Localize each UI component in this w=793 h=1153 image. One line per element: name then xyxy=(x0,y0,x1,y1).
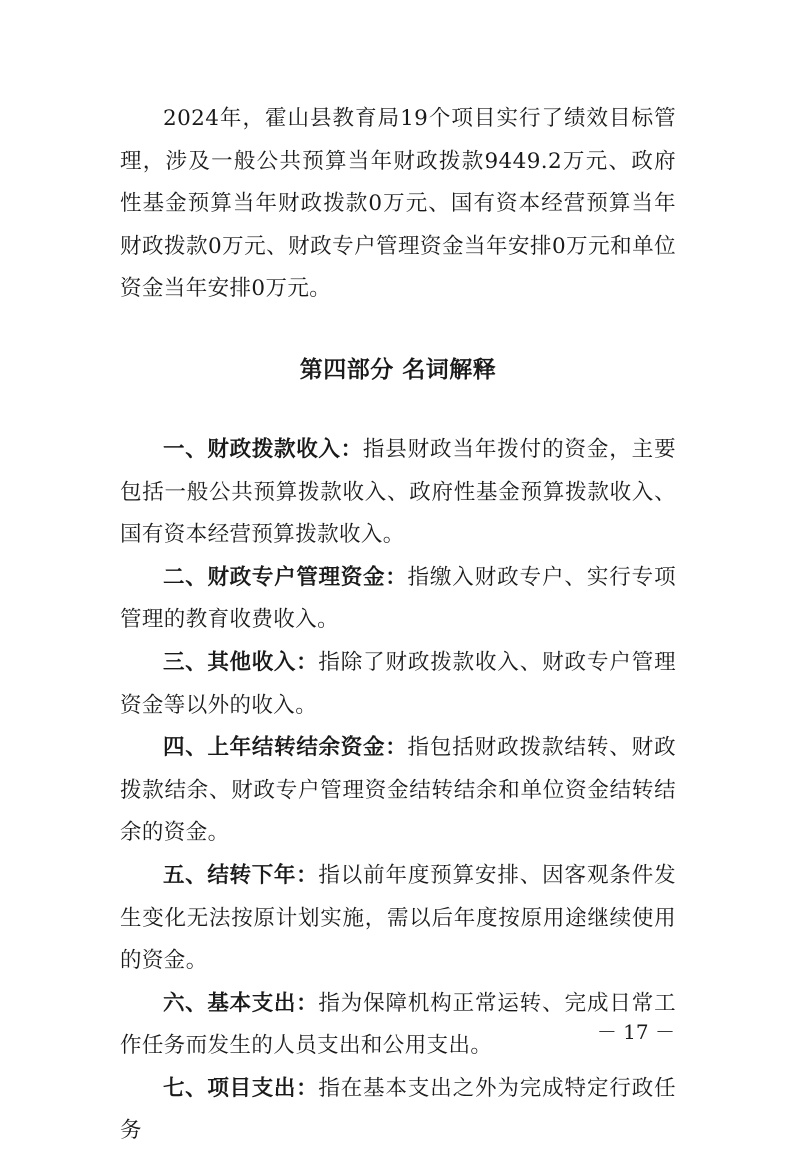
definition-text: 指缴入财政专户、实行专项管理的教育收费收入。 xyxy=(120,564,676,633)
definition-item xyxy=(120,727,676,855)
definition-term: 二、财政专户管理资金： xyxy=(163,564,408,590)
definition-item xyxy=(120,983,676,1068)
intro-paragraph: 2024年，霍山县教育局19个项目实行了绩效目标管理，涉及一般公共预算当年财政拨款9449.2万元、政府性基金预算当年财政拨款0万元、国有资本经营预算当年财政拨款0万元、财政专户管理资金当年安排0万元和单位资金当年安排0万元。 xyxy=(120,106,676,302)
page-content xyxy=(120,98,676,1153)
definition-item xyxy=(120,855,676,983)
section-heading: 第四部分 名词解释 xyxy=(299,356,497,383)
definition-item xyxy=(120,557,676,642)
definition-term: 一、财政拨款收入： xyxy=(163,436,363,462)
definitions-list xyxy=(120,429,676,1153)
definition-term: 六、基本支出： xyxy=(163,990,319,1016)
definition-text: 指县财政当年拨付的资金，主要包括一般公共预算拨款收入、政府性基金预算拨款收入、国有资本经营预算拨款收入。 xyxy=(120,436,676,548)
definition-text: 指在基本支出之外为完成特定行政任务 xyxy=(120,1075,677,1144)
definition-term: 四、上年结转结余资金： xyxy=(163,735,408,761)
definition-item xyxy=(120,429,676,557)
definition-item xyxy=(120,642,676,727)
definition-item xyxy=(120,1068,676,1153)
definition-text: 指为保障机构正常运转、完成日常工作任务而发生的人员支出和公用支出。 xyxy=(120,990,677,1059)
definition-text: 指以前年度预算安排、因客观条件发生变化无法按原计划实施，需以后年度按原用途继续使用的资金。 xyxy=(120,862,677,974)
definition-text: 指除了财政拨款收入、财政专户管理资金等以外的收入。 xyxy=(120,649,677,718)
page-number: － 17 － xyxy=(596,1020,675,1044)
definition-term: 三、其他收入： xyxy=(163,649,319,675)
definition-term: 五、结转下年： xyxy=(163,862,319,888)
definition-term: 七、项目支出： xyxy=(163,1075,319,1101)
definition-text: 指包括财政拨款结转、财政拨款结余、财政专户管理资金结转结余和单位资金结转结余的资金。 xyxy=(120,735,676,846)
